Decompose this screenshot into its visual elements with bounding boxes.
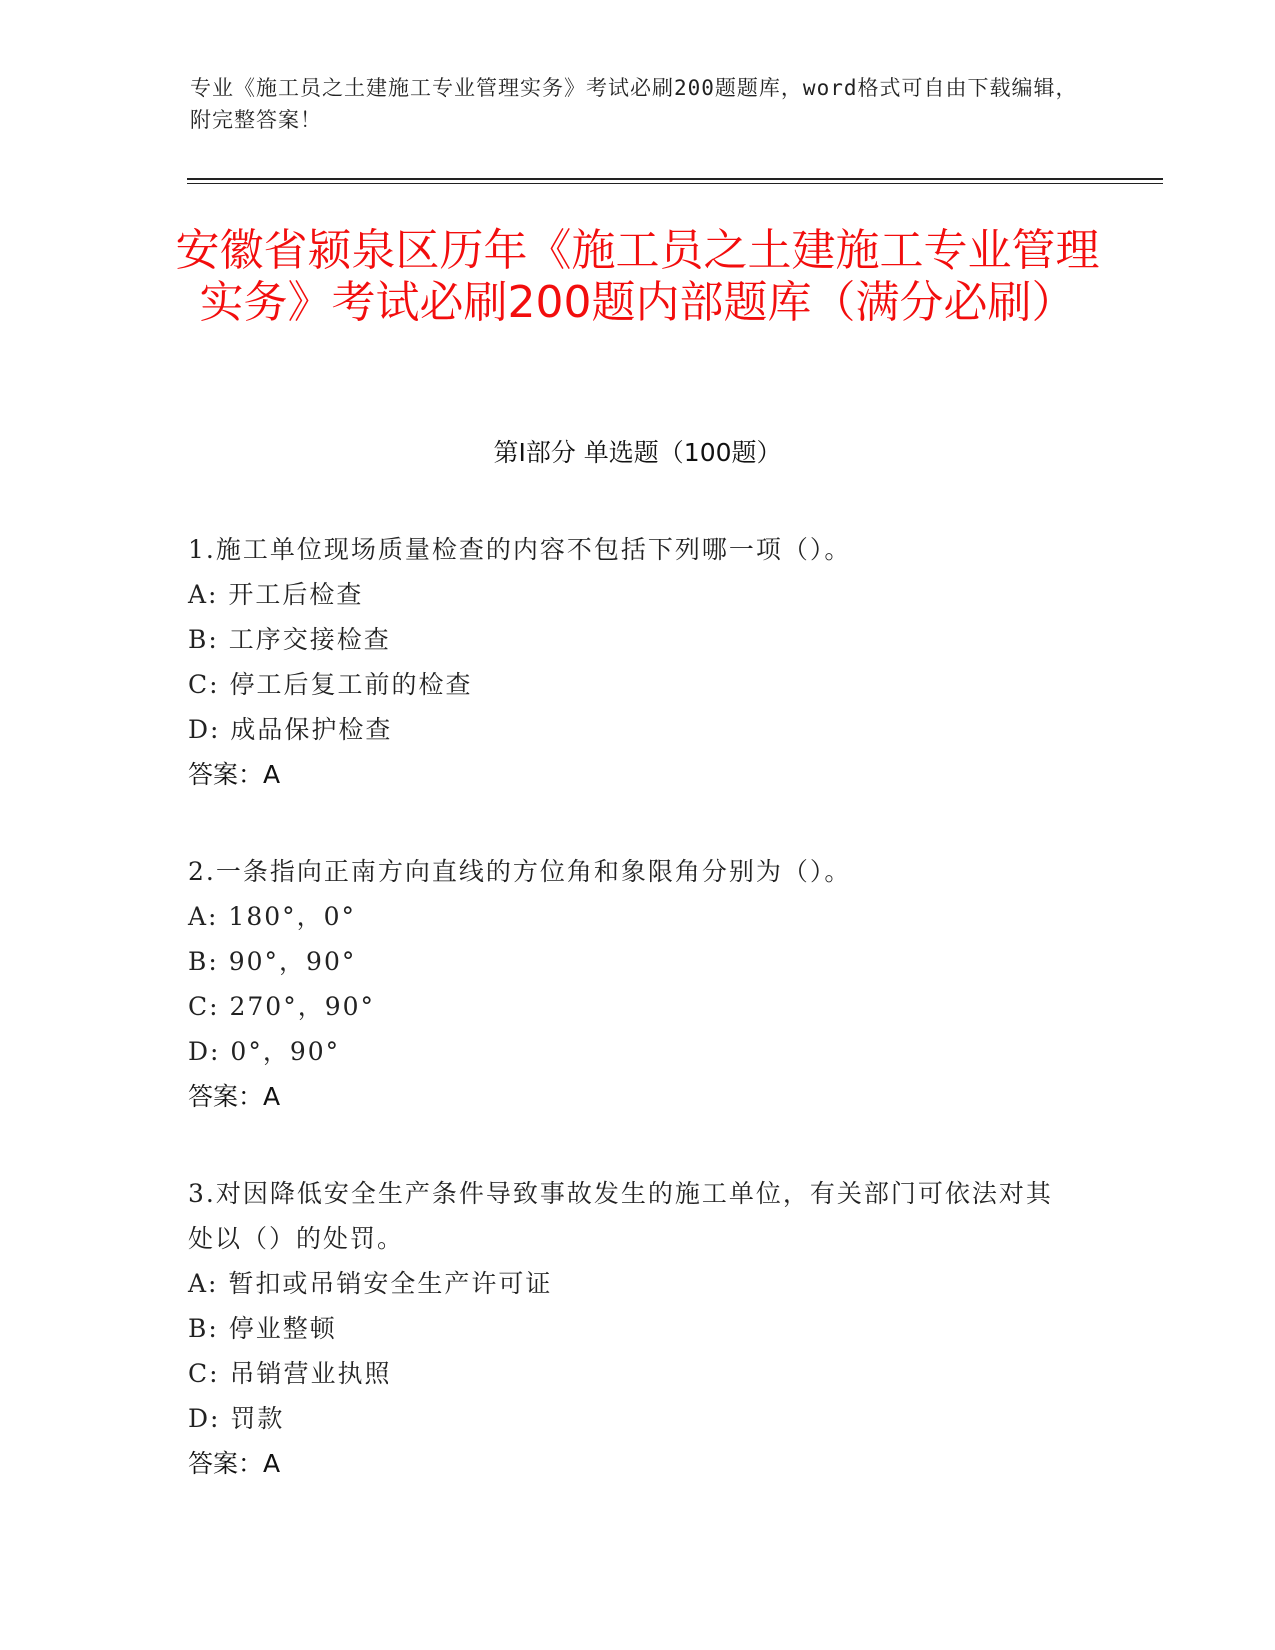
- answer: 答案：A: [188, 1449, 281, 1478]
- option-d: D: 成品保护检查: [188, 715, 393, 744]
- option-c: C: 停工后复工前的检查: [188, 670, 473, 699]
- header-note: 专业《施工员之土建施工专业管理实务》考试必刷200题题库，word格式可自由下载编辑，附完整答案！: [190, 76, 1078, 132]
- option-a: A: 暂扣或吊销安全生产许可证: [188, 1269, 553, 1298]
- answer: 答案：A: [188, 1082, 281, 1111]
- option-a: A: 180°，0°: [188, 902, 357, 931]
- option-b: B: 停业整顿: [188, 1314, 337, 1343]
- question-stem: 3.对因降低安全生产条件导致事故发生的施工单位，有关部门可依法对其处以（）的处罚。: [188, 1179, 1053, 1253]
- document-title: 安徽省颍泉区历年《施工员之土建施工专业管理实务》考试必刷200题内部题库（满分必刷）: [175, 225, 1100, 328]
- answer: 答案：A: [188, 760, 281, 789]
- question-stem: 2.一条指向正南方向直线的方位角和象限角分别为（）。: [188, 857, 852, 886]
- option-d: D: 罚款: [188, 1404, 285, 1433]
- question-list: [188, 527, 1068, 1538]
- question-stem: 1.施工单位现场质量检查的内容不包括下列哪一项（）。: [188, 535, 852, 564]
- section-title: 第Ⅰ部分 单选题（100题）: [493, 438, 782, 467]
- header-divider-thin: [187, 183, 1163, 184]
- option-b: B: 90°，90°: [188, 947, 357, 976]
- question-2: [188, 849, 1068, 1119]
- header-divider-thick: [187, 178, 1163, 180]
- option-b: B: 工序交接检查: [188, 625, 391, 654]
- option-d: D: 0°，90°: [188, 1037, 341, 1066]
- question-3: [188, 1171, 1068, 1486]
- question-1: [188, 527, 1068, 797]
- option-c: C: 吊销营业执照: [188, 1359, 392, 1388]
- option-c: C: 270°，90°: [188, 992, 376, 1021]
- option-a: A: 开工后检查: [188, 580, 364, 609]
